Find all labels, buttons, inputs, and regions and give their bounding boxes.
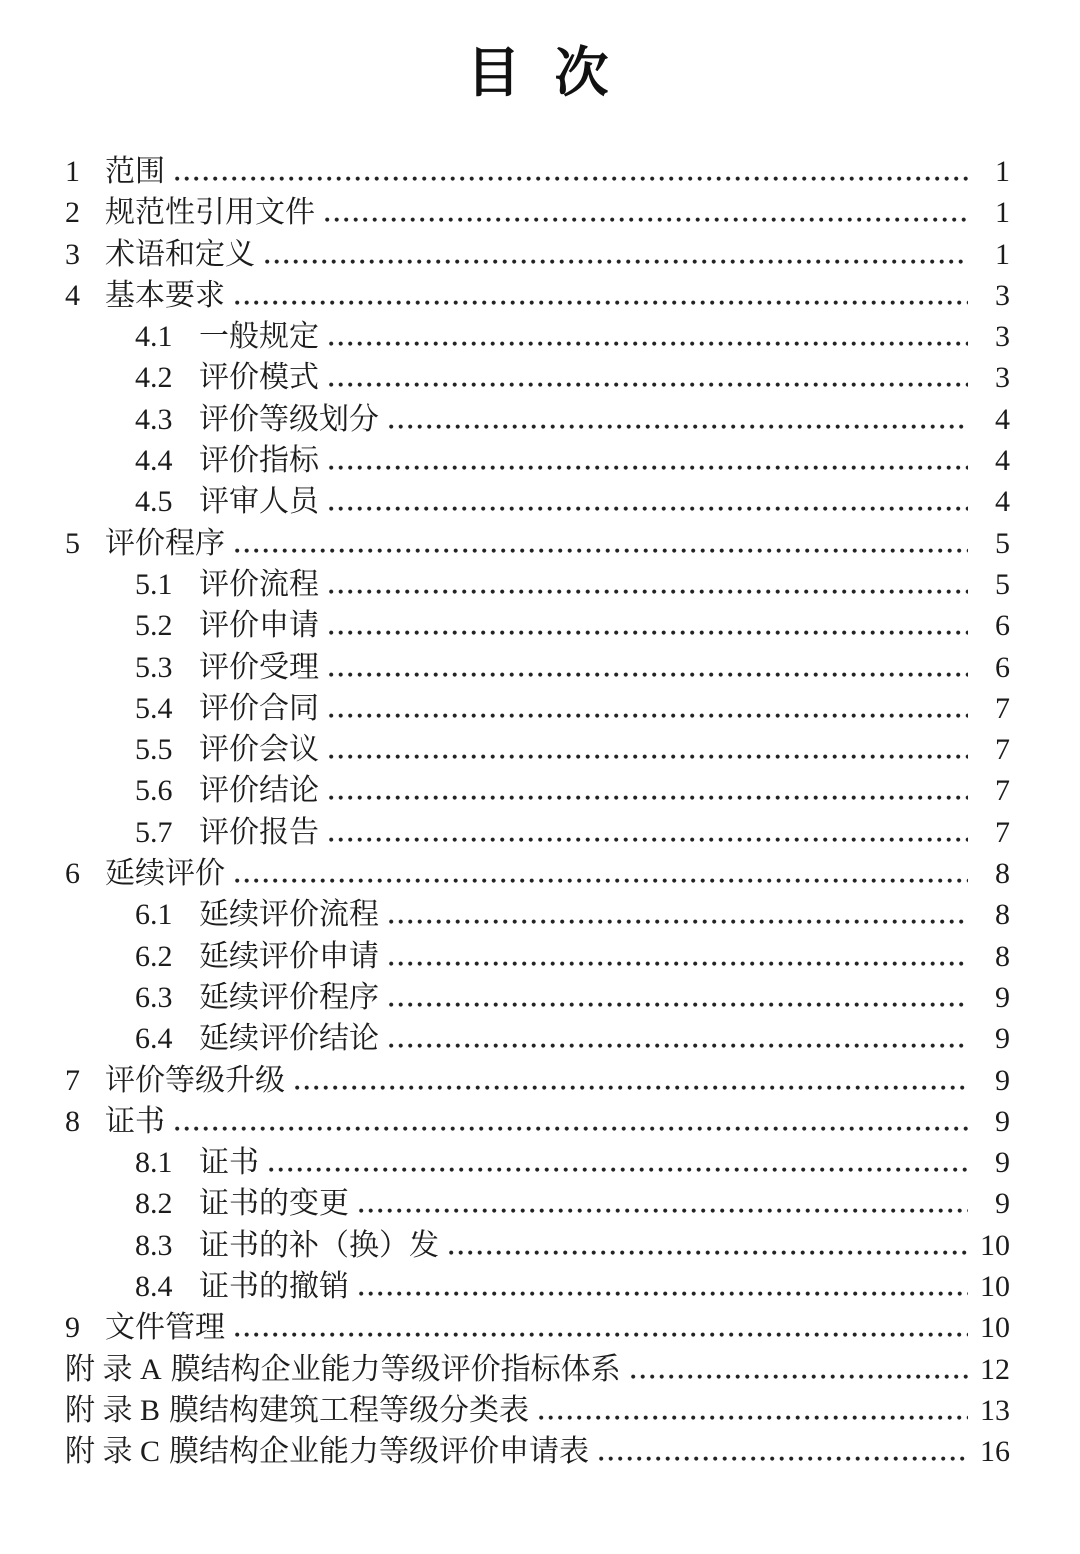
toc-entry-label: 文件管理: [105, 1311, 225, 1345]
toc-entry-number: 9: [65, 1311, 80, 1345]
toc-entry-label: 膜结构企业能力等级评价指标体系: [170, 1352, 621, 1386]
toc-entry-label: 评价模式: [199, 361, 319, 395]
toc-entry: [65, 195, 1010, 236]
dot-leader: [389, 424, 968, 429]
toc-entry-label: 评价等级划分: [199, 402, 379, 436]
toc-entry: [65, 237, 1010, 278]
dot-leader: [631, 1374, 968, 1379]
toc-entry: [65, 278, 1010, 319]
page-title: 目 次: [466, 43, 609, 103]
dot-leader: [539, 1415, 968, 1420]
dot-leader: [175, 1126, 968, 1131]
toc-entry-page: 16: [980, 1435, 1010, 1469]
toc-entry-page: 3: [995, 361, 1010, 395]
dot-leader: [359, 1208, 968, 1213]
dot-leader: [295, 1085, 968, 1090]
toc-entry-number: 5: [65, 526, 80, 560]
toc-entry: [65, 1352, 1010, 1393]
toc-entry: [65, 1228, 1010, 1269]
toc-entry-label: 评审人员: [199, 485, 319, 519]
toc-entry-label: 延续评价结论: [199, 1022, 379, 1056]
toc-entry: [65, 1310, 1010, 1351]
toc-entry-label: 评价申请: [199, 609, 319, 643]
toc-entry: [65, 154, 1010, 195]
toc-entry: [65, 360, 1010, 401]
toc-entry-label: 评价受理: [199, 650, 319, 684]
toc-entry-page: 4: [995, 402, 1010, 436]
toc-entry-label: 评价合同: [199, 691, 319, 725]
toc-entry-page: 7: [995, 815, 1010, 849]
toc-entry-page: 9: [995, 1022, 1010, 1056]
toc-entry-page: 9: [995, 1063, 1010, 1097]
dot-leader: [329, 837, 968, 842]
toc-entry-label: 证书: [199, 1146, 259, 1180]
toc-entry-number: 3: [65, 237, 80, 271]
dot-leader: [329, 672, 968, 677]
toc-entry-page: 10: [980, 1270, 1010, 1304]
toc-entry-label: 评价指标: [199, 444, 319, 478]
toc-entry-page: 1: [995, 155, 1010, 188]
toc-entry-number: 4.1: [135, 320, 173, 354]
toc-entry-number: 8.4: [135, 1270, 173, 1304]
dot-leader: [265, 259, 968, 264]
toc-entry-page: 3: [995, 320, 1010, 354]
toc-entry-page: 9: [995, 1104, 1010, 1138]
toc-entry-label: 评价会议: [199, 733, 319, 767]
toc-entry-label: 一般规定: [199, 320, 319, 354]
toc-entry-page: 6: [995, 650, 1010, 684]
toc-entry: [65, 1145, 1010, 1186]
dot-leader: [235, 1332, 968, 1337]
dot-leader: [329, 754, 968, 759]
dot-leader: [329, 382, 968, 387]
toc-entry: [65, 815, 1010, 856]
toc-entry: [65, 567, 1010, 608]
toc-entry-number: 4.2: [135, 361, 173, 395]
toc-entry: [65, 1434, 1010, 1475]
toc-entry-number: 5.1: [135, 567, 173, 601]
toc-entry-number: 8.2: [135, 1187, 173, 1221]
toc-entry-label: 评价流程: [199, 567, 319, 601]
toc-entry: [65, 650, 1010, 691]
toc-entry: [65, 939, 1010, 980]
dot-leader: [269, 1167, 968, 1172]
toc-entry-number: 6.4: [135, 1022, 173, 1056]
toc-entry-number: 5.3: [135, 650, 173, 684]
toc-entry: [65, 980, 1010, 1021]
toc-entry-number: 6.2: [135, 939, 173, 973]
toc-entry-number: 5.2: [135, 609, 173, 643]
dot-leader: [389, 919, 968, 924]
toc-entry-label: 延续评价流程: [199, 898, 379, 932]
toc-entry-label: 延续评价: [105, 857, 225, 891]
toc-entry: [65, 1104, 1010, 1145]
toc-entry-page: 4: [995, 444, 1010, 478]
toc-entry-number: 5.4: [135, 691, 173, 725]
toc-entry-label: 评价等级升级: [105, 1063, 285, 1097]
toc-entry-page: 7: [995, 733, 1010, 767]
toc-entry-number: 4.4: [135, 444, 173, 478]
toc-entry-number: 8.1: [135, 1146, 173, 1180]
toc-entry: [65, 1021, 1010, 1062]
dot-leader: [329, 713, 968, 718]
toc-entry-page: 8: [995, 939, 1010, 973]
dot-leader: [325, 217, 968, 222]
dot-leader: [235, 300, 968, 305]
toc-entry: [65, 1063, 1010, 1104]
toc-entry-number: 附 录 A: [65, 1352, 162, 1386]
toc-entry-page: 8: [995, 898, 1010, 932]
toc-entry-label: 膜结构企业能力等级评价申请表: [169, 1435, 590, 1469]
toc-entry-number: 2: [65, 196, 80, 230]
toc-entry: [65, 319, 1010, 360]
toc-entry-page: 4: [995, 485, 1010, 519]
toc-entry-label: 评价程序: [105, 526, 225, 560]
dot-leader: [329, 341, 968, 346]
toc-entry-number: 4.3: [135, 402, 173, 436]
toc-entry-page: 10: [980, 1311, 1010, 1345]
toc-entry-number: 6.3: [135, 980, 173, 1014]
toc-entry-page: 9: [995, 980, 1010, 1014]
toc-entry-label: 基本要求: [105, 278, 225, 312]
dot-leader: [329, 465, 968, 470]
toc-entry-label: 证书的补（换）发: [199, 1228, 439, 1262]
toc-entry-label: 延续评价申请: [199, 939, 379, 973]
toc-entry: [65, 608, 1010, 649]
toc-entry-number: 6: [65, 857, 80, 891]
toc-entry-number: 附 录 C: [65, 1435, 161, 1469]
toc-entry-page: 13: [980, 1393, 1010, 1427]
toc-entry: [65, 897, 1010, 938]
toc-entry-number: 5.7: [135, 815, 173, 849]
toc-entry-page: 9: [995, 1187, 1010, 1221]
toc-entry-number: 附 录 B: [65, 1393, 161, 1427]
toc-entry-label: 延续评价程序: [199, 980, 379, 1014]
toc-entry: [65, 856, 1010, 897]
toc-entry-page: 7: [995, 691, 1010, 725]
toc-entry-number: 7: [65, 1063, 80, 1097]
toc-list: [65, 154, 1010, 1476]
dot-leader: [389, 1043, 968, 1048]
toc-entry: [65, 691, 1010, 732]
toc-entry-number: 8.3: [135, 1228, 173, 1262]
dot-leader: [329, 630, 968, 635]
dot-leader: [389, 1002, 968, 1007]
toc-entry-label: 证书: [105, 1104, 165, 1138]
dot-leader: [235, 878, 968, 883]
toc-entry-number: 6.1: [135, 898, 173, 932]
toc-entry: [65, 1269, 1010, 1310]
toc-entry-page: 7: [995, 774, 1010, 808]
toc-entry-page: 1: [995, 196, 1010, 230]
toc-entry-page: 10: [980, 1228, 1010, 1262]
toc-entry-label: 评价报告: [199, 815, 319, 849]
dot-leader: [329, 589, 968, 594]
toc-entry-label: 膜结构建筑工程等级分类表: [169, 1393, 530, 1427]
toc-entry: [65, 1186, 1010, 1227]
toc-entry-page: 12: [980, 1352, 1010, 1386]
toc-entry-number: 8: [65, 1104, 80, 1138]
toc-entry-number: 4.5: [135, 485, 173, 519]
toc-entry: [65, 402, 1010, 443]
toc-entry-label: 规范性引用文件: [105, 196, 315, 230]
toc-entry-label: 术语和定义: [105, 237, 255, 271]
toc-entry-page: 1: [995, 237, 1010, 271]
dot-leader: [449, 1250, 968, 1255]
toc-entry-page: 5: [995, 567, 1010, 601]
dot-leader: [599, 1456, 968, 1461]
toc-entry-label: 证书的变更: [199, 1187, 349, 1221]
dot-leader: [329, 506, 968, 511]
toc-entry: [65, 1393, 1010, 1434]
dot-leader: [175, 176, 968, 181]
toc-entry-label: 评价结论: [199, 774, 319, 808]
toc-entry: [65, 484, 1010, 525]
toc-entry-number: 4: [65, 278, 80, 312]
dot-leader: [389, 961, 968, 966]
toc-entry-page: 5: [995, 526, 1010, 560]
toc-entry-label: 证书的撤销: [199, 1270, 349, 1304]
toc-entry-number: 1: [65, 155, 80, 188]
toc-entry-page: 6: [995, 609, 1010, 643]
toc-entry-number: 5.6: [135, 774, 173, 808]
toc-entry-number: 5.5: [135, 733, 173, 767]
dot-leader: [359, 1291, 968, 1296]
toc-entry: [65, 443, 1010, 484]
toc-entry-label: 范围: [105, 155, 165, 188]
toc-entry: [65, 526, 1010, 567]
toc-entry: [65, 773, 1010, 814]
toc-entry: [65, 732, 1010, 773]
toc-entry-page: 8: [995, 857, 1010, 891]
dot-leader: [329, 795, 968, 800]
toc-entry-page: 3: [995, 278, 1010, 312]
toc-entry-page: 9: [995, 1146, 1010, 1180]
dot-leader: [235, 548, 968, 553]
